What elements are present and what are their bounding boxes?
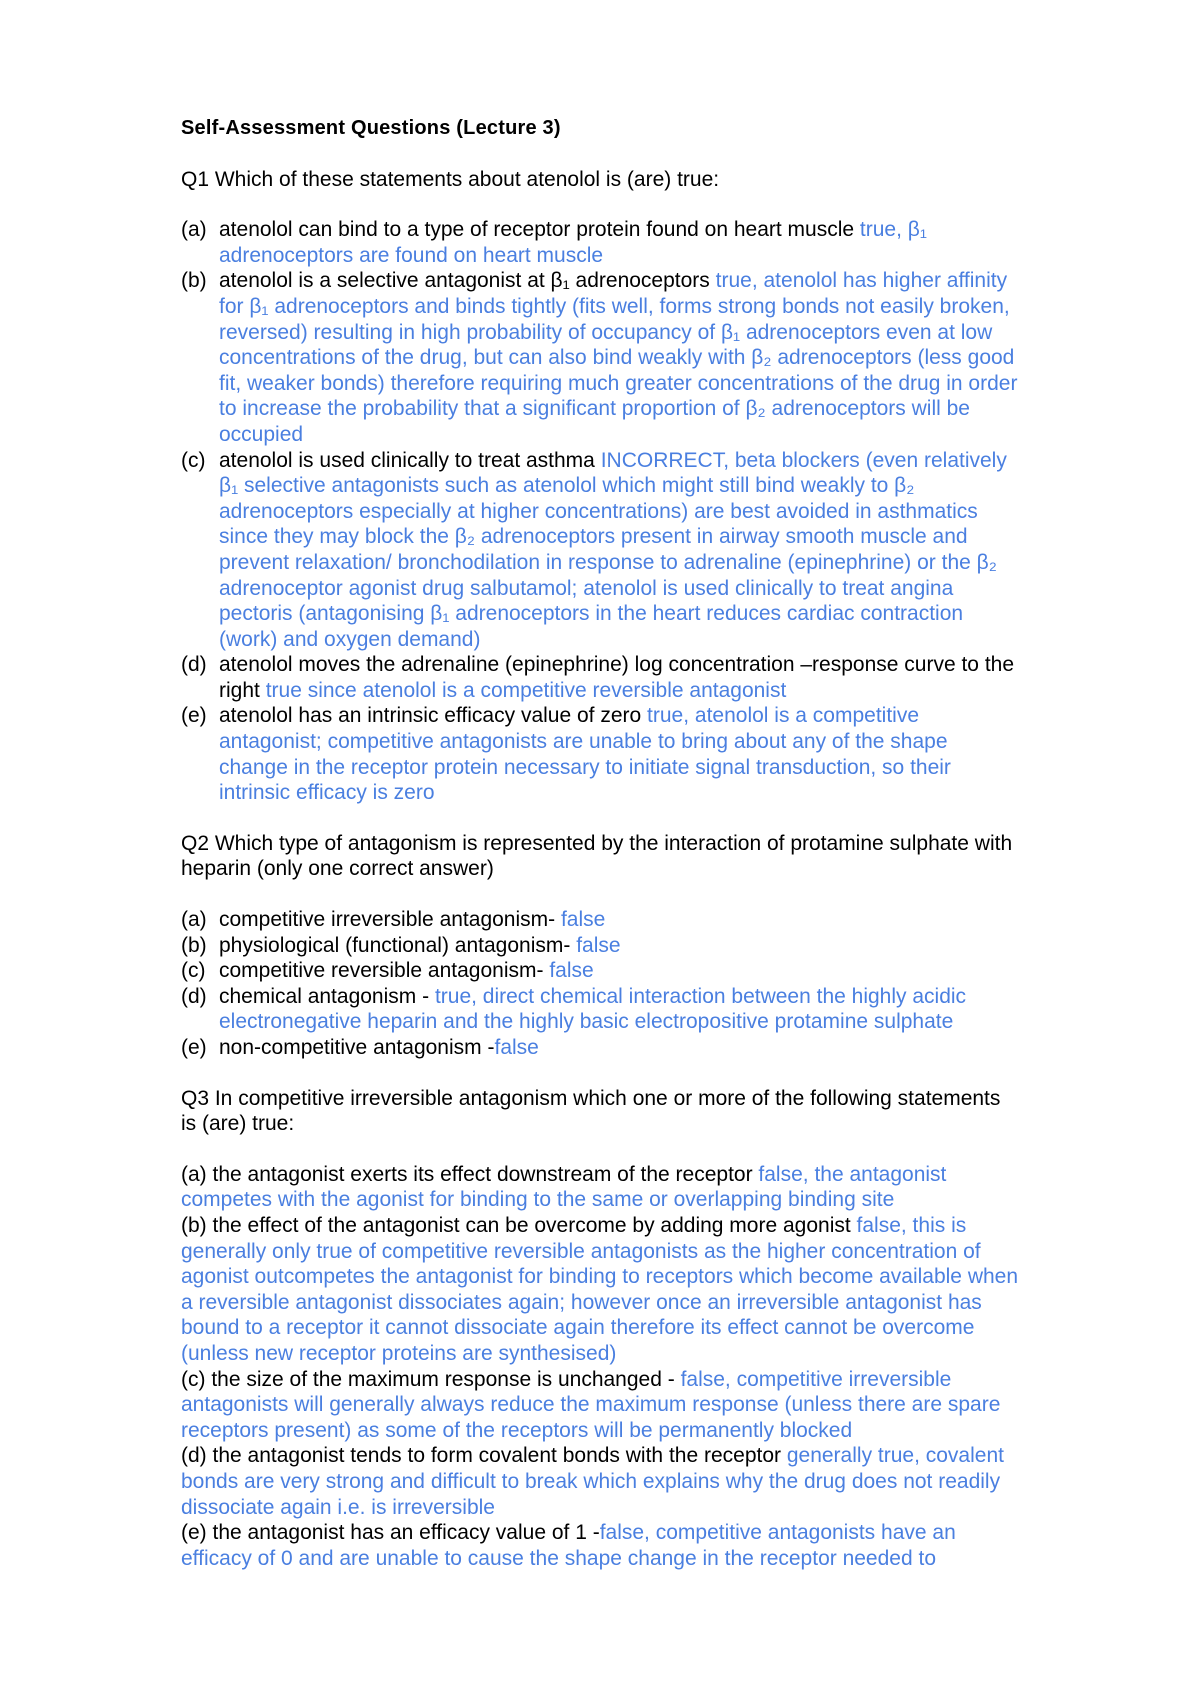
q1-option-e <box>181 703 1020 805</box>
q2-option-a <box>181 907 1020 933</box>
option-answer: false <box>560 908 606 932</box>
option-text: (d) the antagonist tends to form covalent bonds with the receptor <box>181 1444 787 1468</box>
option-answer: false <box>494 1036 539 1059</box>
q3-option-a <box>181 1162 1020 1213</box>
option-text: (e) the antagonist has an efficacy value of 1 - <box>181 1521 600 1545</box>
option-answer: INCORRECT, beta blockers (even relatively β₁ selective antagonists such as atenolol which might still bind weakly to β₂ adrenoceptors especially at higher concentrations) are best avoided in asthmatics since they may block the β₂ adrenoceptors present in airway smooth muscle and prevent relaxation/ bronchodilation in response to adrenaline (epinephrine) or the β₂ adrenoceptor agonist drug salbutamol; atenolol is used clinically to treat angina pectoris (antagonising β₁ adrenoceptors in the heart reduces cardiac contraction (work) and oxygen demand) <box>219 448 1007 651</box>
option-answer: true, β₁ adrenoceptors are found on heart muscle <box>219 218 927 267</box>
option-text: atenolol has an intrinsic efficacy value of zero <box>219 704 648 728</box>
option-answer: false, competitive antagonists have an efficacy of 0 and are unable to cause the shape change in the receptor needed to <box>181 1521 956 1570</box>
option-answer: false, competitive irreversible antagonists will generally always reduce the maximum response (unless there are spare receptors present) as some of the receptors will be permanently blocked <box>181 1367 1001 1442</box>
option-text: atenolol is a selective antagonist at β₁ adrenoceptors <box>219 269 716 293</box>
option-text: (a) the antagonist exerts its effect downstream of the receptor <box>181 1162 759 1186</box>
option-answer: true, atenolol is a competitive antagonist; competitive antagonists are unable to bring about any of the shape change in the receptor protein necessary to initiate signal transduction, so their intrinsic efficacy is zero <box>219 704 951 805</box>
q3-option-c <box>181 1367 1020 1444</box>
q3-option-b <box>181 1213 1020 1367</box>
q1-option-d <box>181 652 1020 703</box>
question-1-options <box>181 217 1020 806</box>
option-text: competitive irreversible antagonism- <box>219 908 561 932</box>
option-answer: true, direct chemical interaction between the highly acidic electronegative heparin and the highly basic electropositive protamine sulphate <box>219 984 967 1034</box>
option-label: (a) <box>181 218 207 242</box>
question-1: Q1 Which of these statements about atenolol is (are) true: <box>181 167 720 191</box>
option-text: chemical antagonism - <box>219 984 435 1008</box>
option-answer: true, atenolol has higher affinity for β₁ adrenoceptors and binds tightly (fits well, forms strong bonds not easily broken, reversed) resulting in high probability of occupancy of β₁ adrenoceptors even at low concentrations of the drug, but can also bind weakly with β₂ adrenoceptors (less good fit, weaker bonds) therefore requiring much greater concentrations of the drug in order to increase the probability that a significant proportion of β₂ adrenoceptors will be occupied <box>219 269 1018 446</box>
option-text: competitive reversible antagonism- <box>219 959 550 983</box>
option-answer: false <box>549 959 594 983</box>
question-2-options <box>181 907 1020 1061</box>
option-answer: false, this is generally only true of competitive reversible antagonists as the higher concentration of agonist outcompetes the antagonist for binding to receptors which become available when a reversible antagonist dissociates again; however once an irreversible antagonist has bound to a receptor it cannot dissociate again therefore its effect cannot be overcome (unless new receptor proteins are synthesised) <box>181 1213 1019 1365</box>
question-3: Q3 In competitive irreversible antagonism which one or more of the following statements is (are) true: <box>181 1086 1001 1136</box>
option-answer: generally true, covalent bonds are very strong and difficult to break which explains why the drug does not readily dissociate again i.e. is irreversible <box>181 1444 1004 1519</box>
q3-option-d <box>181 1443 1020 1520</box>
option-label: (b) <box>181 269 207 293</box>
question-3-options <box>181 1162 1020 1572</box>
option-label: (b) <box>181 933 207 957</box>
option-label: (e) <box>181 1036 207 1059</box>
option-text: non-competitive antagonism - <box>219 1036 495 1059</box>
option-answer: true since atenolol is a competitive reversible antagonist <box>265 678 787 702</box>
q1-option-a <box>181 217 1020 268</box>
q2-option-c <box>181 958 1020 984</box>
option-text: (b) the effect of the antagonist can be overcome by adding more agonist <box>181 1213 857 1237</box>
option-answer: false <box>576 933 621 957</box>
question-2: Q2 Which type of antagonism is represented by the interaction of protamine sulphate with heparin (only one correct answer) <box>181 831 1013 881</box>
option-label: (d) <box>181 653 207 677</box>
option-label: (d) <box>181 984 207 1008</box>
option-label: (c) <box>181 959 206 983</box>
q1-option-c <box>181 448 1020 653</box>
q3-option-e <box>181 1520 1020 1571</box>
q2-option-e <box>181 1035 1020 1061</box>
option-answer: false, the antagonist competes with the agonist for binding to the same or overlapping binding site <box>181 1162 947 1212</box>
option-text: atenolol moves the adrenaline (epinephrine) log concentration –response curve to the right <box>219 653 1015 702</box>
page-title: Self-Assessment Questions (Lecture 3) <box>181 117 561 139</box>
option-text: atenolol can bind to a type of receptor protein found on heart muscle <box>219 218 860 242</box>
q2-option-d <box>181 984 1020 1035</box>
option-text: physiological (functional) antagonism- <box>219 933 577 957</box>
option-label: (e) <box>181 704 207 728</box>
option-label: (c) <box>181 448 206 472</box>
option-text: (c) the size of the maximum response is unchanged - <box>181 1367 681 1391</box>
q1-option-b <box>181 268 1020 447</box>
option-label: (a) <box>181 908 207 932</box>
q2-option-b <box>181 933 1020 959</box>
option-text: atenolol is used clinically to treat asthma <box>219 448 601 472</box>
